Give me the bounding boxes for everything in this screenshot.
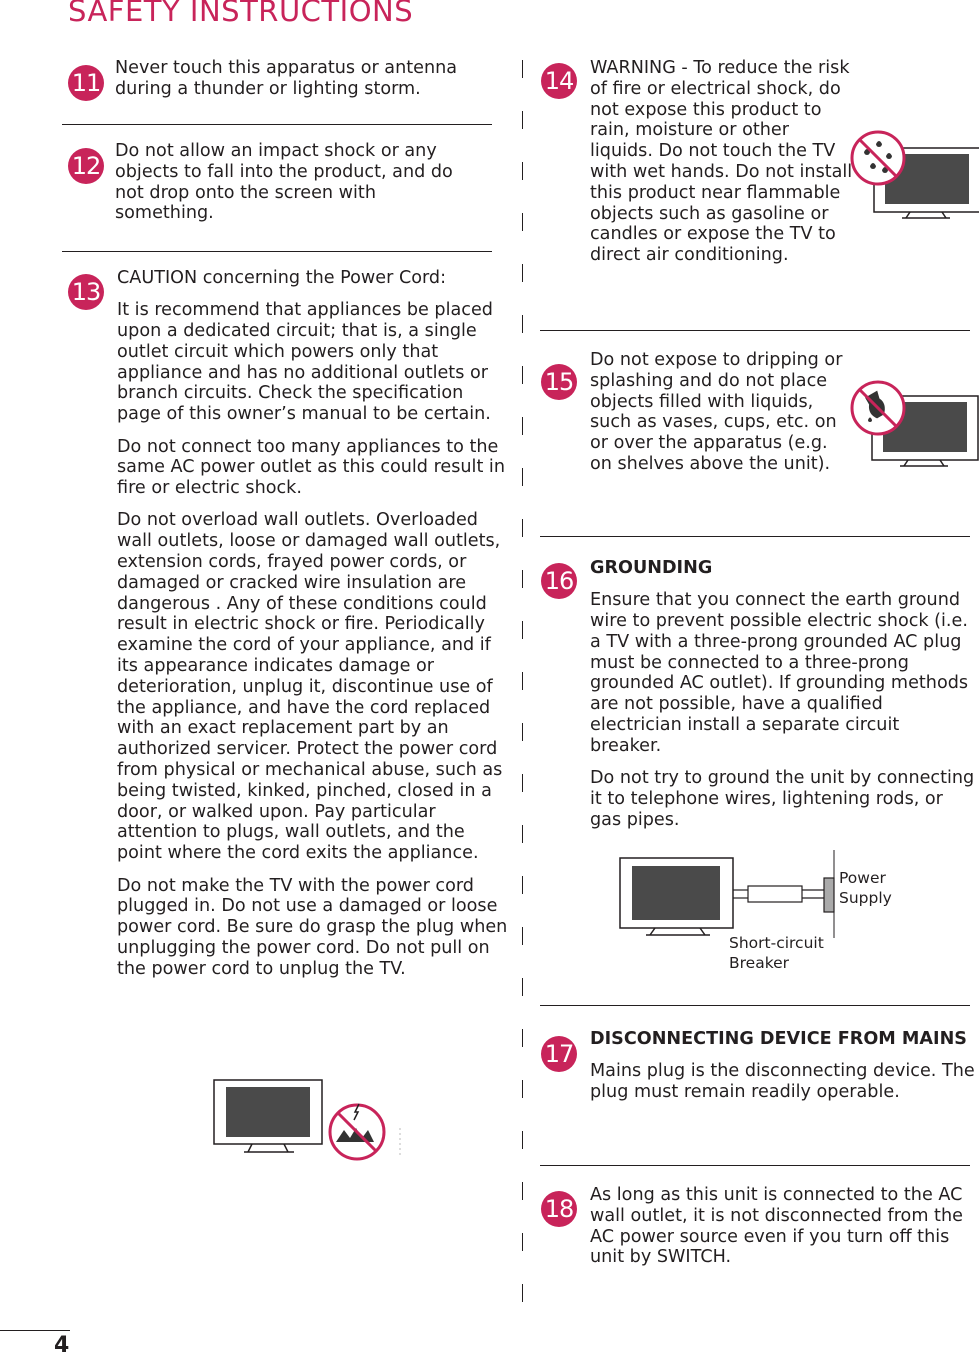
separator-dash bbox=[522, 213, 523, 231]
separator-dash bbox=[522, 621, 523, 639]
separator-dash bbox=[522, 1029, 523, 1047]
tv-no-vase-illustration bbox=[850, 380, 979, 470]
item-14-text: WARNING - To reduce the risk of fire or electrical shock, do not expose this product to rain, moisture or other liquids. Do not touch the TV with wet hands. Do not install this product near flammable objects such as gasoline or candles or expose the TV to direct air conditioning. bbox=[590, 58, 853, 266]
item-11-text: Never touch this apparatus or antenna during a thunder or lighting storm. bbox=[115, 58, 458, 99]
page-title: SAFETY INSTRUCTIONS bbox=[68, 0, 414, 28]
divider bbox=[62, 251, 492, 252]
paragraph: Ensure that you connect the earth ground wire to prevent possible electric shock (i.e. a TV with a three-prong grounded AC plug must be connected to a three-prong grounded AC outlet). If grounding methods are not possible, have a qualified electrician install a separate circuit breaker. bbox=[590, 590, 969, 756]
tv-damaged-cord-illustration bbox=[214, 1080, 414, 1165]
item-number-badge: 15 bbox=[541, 364, 577, 400]
separator-dash bbox=[522, 570, 523, 588]
separator-dash bbox=[522, 978, 523, 996]
paragraph: It is recommend that appliances be placed upon a dedicated circuit; that is, a single outlet circuit which powers only that appliance and has no additional outlets or branch circuits. Check the specification page of this owner’s manual to be certain. bbox=[117, 300, 493, 425]
item-number-badge: 13 bbox=[68, 274, 104, 310]
item-number-badge: 12 bbox=[68, 148, 104, 184]
paragraph: Do not try to ground the unit by connecting it to telephone wires, lightening rods, or gas pipes. bbox=[590, 768, 975, 830]
power-supply-label: Power Supply bbox=[839, 869, 892, 907]
paragraph: Mains plug is the disconnecting device. The plug must remain readily operable. bbox=[590, 1061, 975, 1103]
divider bbox=[540, 1005, 970, 1006]
tv-no-liquid-illustration bbox=[850, 130, 979, 220]
separator-dash bbox=[522, 927, 523, 945]
paragraph: Do not overload wall outlets. Overloaded wall outlets, loose or damaged wall outlets, extension cords, frayed power cords, or damaged or cracked wire insulation are dangerous . Any of these conditions could result in electric shock or fire. Periodically examine the cord of your appliance, and if its appearance indicates damage or deterioration, unplug it, discontinue use of the appliance, and have the cord replaced with an exact replacement part by an authorized servicer. Protect the power cord from physical or mechanical abuse, such as being twisted, kinked, pinched, closed in a door, or walked upon. Pay particular attention to plugs, wall outlets, and the point where the cord exits the appliance. bbox=[117, 510, 503, 864]
separator-dash bbox=[522, 1131, 523, 1149]
separator-dash bbox=[522, 825, 523, 843]
item-15-text: Do not expose to dripping or splashing and do not place objects filled with liquids, such as vases, cups, etc. on or over the apparatus (e.g. on shelves above the unit). bbox=[590, 350, 843, 474]
separator-dash bbox=[522, 1233, 523, 1251]
item-number-badge: 14 bbox=[541, 63, 577, 99]
separator-dash bbox=[522, 315, 523, 333]
item-number-badge: 16 bbox=[541, 563, 577, 599]
separator-dash bbox=[522, 672, 523, 690]
item-16-body bbox=[590, 558, 975, 842]
separator-dash bbox=[522, 264, 523, 282]
paragraph: Do not make the TV with the power cord plugged in. Do not use a damaged or loose power cord. Be sure do grasp the plug when unplugging the power cord. Do not pull on the power cord to unplug the TV. bbox=[117, 875, 508, 979]
separator-dash bbox=[522, 162, 523, 180]
separator-dash bbox=[522, 723, 523, 741]
grounding-diagram bbox=[620, 848, 840, 943]
disconnecting-heading: DISCONNECTING DEVICE FROM MAINS bbox=[590, 1029, 967, 1049]
item-number-badge: 17 bbox=[541, 1036, 577, 1072]
divider bbox=[540, 330, 970, 331]
separator-dash bbox=[522, 417, 523, 435]
separator-dash bbox=[522, 468, 523, 486]
separator-dash bbox=[522, 519, 523, 537]
separator-dash bbox=[522, 774, 523, 792]
separator-dash bbox=[522, 1080, 523, 1098]
item-18-text: As long as this unit is connected to the AC wall outlet, it is not disconnected from the AC power source even if you turn off this unit by SWITCH. bbox=[590, 1185, 963, 1268]
divider bbox=[540, 1165, 970, 1166]
power-cord-caution-heading: CAUTION concerning the Power Cord: bbox=[117, 268, 447, 288]
grounding-heading: GROUNDING bbox=[590, 558, 713, 578]
item-13-body bbox=[117, 268, 512, 991]
paragraph: Do not connect too many appliances to the same AC power outlet as this could result in fire or electric shock. bbox=[117, 436, 505, 499]
separator-dash bbox=[522, 60, 523, 78]
separator-dash bbox=[522, 366, 523, 384]
item-17-body bbox=[590, 1029, 975, 1114]
separator-dash bbox=[522, 1182, 523, 1200]
item-number-badge: 11 bbox=[68, 65, 104, 101]
separator-dash bbox=[522, 111, 523, 129]
separator-dash bbox=[522, 1284, 523, 1302]
short-circuit-breaker-label: Short-circuit Breaker bbox=[729, 934, 824, 972]
divider bbox=[62, 124, 492, 125]
item-12-text: Do not allow an impact shock or any objects to fall into the product, and do not drop onto the screen with something. bbox=[115, 141, 453, 224]
item-number-badge: 18 bbox=[541, 1191, 577, 1227]
page-number-rule bbox=[0, 1330, 70, 1331]
divider bbox=[540, 536, 970, 537]
page-number: 4 bbox=[54, 1333, 70, 1354]
separator-dash bbox=[522, 876, 523, 894]
